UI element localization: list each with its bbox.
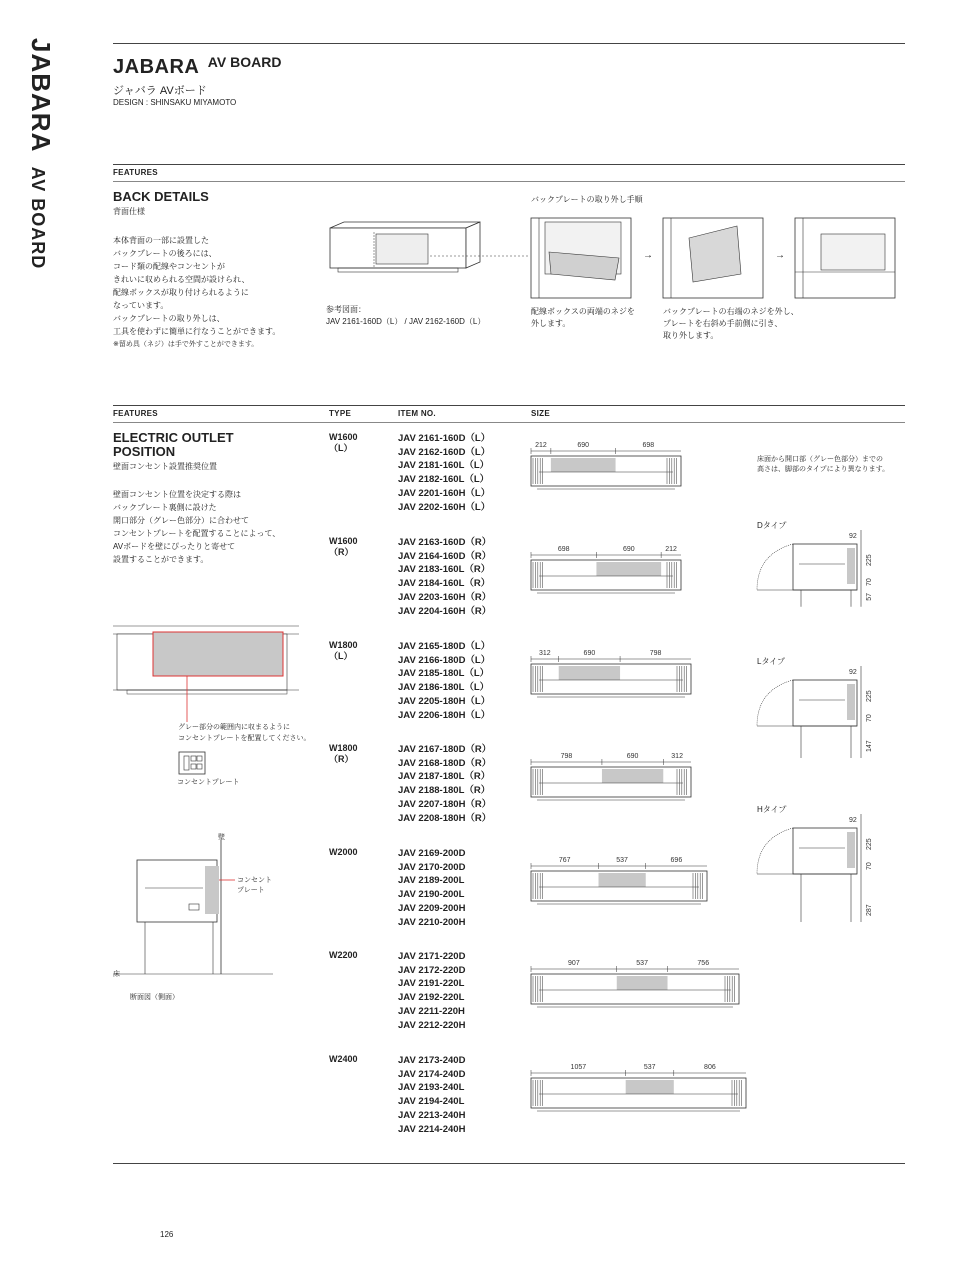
item-numbers [398,432,490,514]
vertical-title-sub: AV BOARD [28,166,48,270]
item-number: JAV 2209-200H [398,902,466,914]
leg-type-diagram [757,530,887,640]
plate-label: コンセントプレート [177,779,240,786]
floor-label: 床 [113,971,120,978]
leg-type-diagram [757,814,887,924]
item-number: JAV 2202-160H（L） [398,501,491,513]
size-drawing [531,960,749,1010]
top-rule [113,43,905,44]
type-label: W2000 [329,847,358,857]
item-number: JAV 2182-160L（L） [398,474,490,486]
item-number: JAV 2174-240D [398,1068,466,1080]
dimension-label: 798 [649,650,662,657]
item-number: JAV 2205-180H（L） [398,695,491,707]
step1-text: 配線ボックスの両端のネジを 外します。 [531,307,635,328]
item-number: JAV 2214-240H [398,1123,466,1135]
reference-models: JAV 2161-160D（L） / JAV 2162-160D（L） [326,317,486,326]
item-numbers [398,743,491,825]
item-numbers [398,640,490,722]
back-details-title: BACK DETAILS [113,189,209,204]
procedure-title: バックプレートの取り外し手順 [531,195,643,204]
outlet-callout: コンセント プレート [237,877,272,894]
dimension-label: 798 [560,753,573,760]
outlet-title-jp: 壁面コンセント設置推奨位置 [113,462,217,471]
dimension-label: 690 [622,546,635,553]
reference-label: 参考図面： [326,305,366,314]
item-number: JAV 2204-160H（R） [398,605,492,617]
back-details-body: 本体背面の一部に設置した バックプレートの後ろには、 コード類の配線やコンセントが きれいに収められる空間が設けられ、 配線ボックスが取り付けられるように なっています。 バックプレートの取り外しは、 工具を使わずに簡単に行なうことができます。 ※留め具（ネジ）は手で外すことができます。 [113,236,281,348]
item-number: JAV 2192-220L [398,992,465,1004]
dimension-label: 690 [577,442,590,449]
leg-type-diagram [757,666,887,776]
dimension-label: 312 [671,753,683,760]
title-jp: ジャバラ AVボード [113,85,207,97]
type-label: W2200 [329,950,358,960]
outlet-body: 壁面コンセント位置を決定する際は バックプレート裏側に設けた 開口部分（グレー色部分）に合わせて コンセントプレートを配置することによって、 AVボードを壁にぴったりと寄せて 設置することができます。 [113,490,281,564]
item-number: JAV 2190-200L [398,889,465,901]
item-number: JAV 2162-160D（L） [398,446,491,458]
wall-label: 壁 [218,834,225,841]
item-number: JAV 2170-200D [398,861,466,873]
dimension-label: 312 [539,650,551,657]
leg-dimension: 147 [866,740,873,752]
item-number: JAV 2185-180L（L） [398,668,490,680]
section-caption: 断面図（側面） [130,994,179,1001]
item-number: JAV 2207-180H（R） [398,798,492,810]
item-number: JAV 2169-200D [398,848,466,859]
dimension-label: 696 [670,857,683,864]
item-number: JAV 2193-240L [398,1082,465,1094]
item-number: JAV 2167-180D（R） [398,744,492,755]
item-number: JAV 2161-160D（L） [398,433,491,444]
item-number: JAV 2212-220H [398,1019,466,1031]
leg-dimension: 70 [866,862,873,870]
back-view-diagram [113,626,299,706]
page-number: 126 [160,1230,174,1239]
item-number: JAV 2203-160H（R） [398,591,492,603]
dimension-label: 756 [697,960,710,967]
leg-type-label: Dタイプ [757,521,787,530]
leg-dimension: 225 [866,554,873,566]
size-drawing [531,546,691,596]
type-label: W1800 （L） [329,640,358,661]
leg-dimension: 287 [866,904,873,916]
size-drawing [531,753,701,803]
item-number: JAV 2165-180D（L） [398,641,491,652]
arrow-icon: → [643,250,653,261]
dimension-label: 537 [636,960,648,967]
leg-dimension: 92 [849,817,857,824]
features-rule-2 [113,405,905,406]
bottom-rule [113,1163,905,1164]
leg-dimension: 225 [866,690,873,702]
type-label: W2400 [329,1054,358,1064]
dimension-label: 212 [535,442,547,449]
item-number: JAV 2191-220L [398,978,465,990]
height-note: 床面から開口部（グレー色部分）までの 高さは、脚部のタイプにより異なります。 [757,456,890,473]
page-title-sub: AV BOARD [207,54,282,70]
item-number: JAV 2206-180H（L） [398,709,491,721]
arrow-icon: → [775,250,785,261]
item-number: JAV 2208-180H（R） [398,812,492,824]
outlet-title: ELECTRIC OUTLET POSITION [113,430,234,459]
features-rule-2b [113,422,905,423]
vertical-title-main: JABARA [26,38,56,153]
leg-dimension: 92 [849,669,857,676]
size-drawing [531,1064,756,1114]
dimension-label: 537 [616,857,628,864]
item-number: JAV 2187-180L（R） [398,771,491,783]
item-number: JAV 2183-160L（R） [398,564,491,576]
dimension-label: 690 [626,753,639,760]
designer: DESIGN : SHINSAKU MIYAMOTO [113,98,237,107]
col-features: FEATURES [113,409,158,418]
features-rule-1 [113,164,905,165]
type-label: W1600 （R） [329,536,358,557]
type-label: W1800 （R） [329,743,358,764]
outlet-plate-icon [178,751,206,775]
leg-type-label: Lタイプ [757,657,786,666]
item-number: JAV 2186-180L（L） [398,682,490,694]
item-number: JAV 2181-160L（L） [398,460,490,472]
item-number: JAV 2211-220H [398,1005,465,1017]
procedure-illustrations [531,216,905,300]
dimension-label: 907 [568,960,580,967]
back-board-illustration [326,220,526,300]
dimension-label: 806 [704,1064,716,1071]
size-drawing [531,650,701,700]
type-label: W1600 （L） [329,432,358,453]
item-number: JAV 2164-160D（R） [398,550,492,562]
item-number: JAV 2168-180D（R） [398,757,492,769]
dimension-label: 698 [642,442,655,449]
item-number: JAV 2194-240L [398,1096,465,1108]
item-number: JAV 2189-200L [398,875,465,887]
col-size: SIZE [531,409,550,418]
item-number: JAV 2166-180D（L） [398,654,491,666]
size-drawing [531,442,691,492]
dimension-label: 537 [643,1064,656,1071]
back-details-title-jp: 背面仕様 [113,207,145,216]
leg-dimension: 92 [849,533,857,540]
dimension-label: 212 [665,546,677,553]
size-drawing [531,857,717,907]
leg-dimension: 70 [866,714,873,722]
dimension-label: 690 [583,650,596,657]
item-number: JAV 2173-240D [398,1055,466,1066]
item-number: JAV 2213-240H [398,1109,466,1121]
item-numbers [398,536,491,618]
leg-dimension: 70 [866,578,873,586]
item-numbers [398,950,465,1032]
header [113,56,281,79]
step2-text: バックプレートの右端のネジを外し、 プレートを右斜め手前側に引き、 取り外します。 [663,307,799,340]
item-number: JAV 2188-180L（R） [398,785,491,797]
dimension-label: 698 [557,546,570,553]
dimension-label: 767 [558,857,571,864]
leg-type-label: Hタイプ [757,805,787,814]
item-number: JAV 2201-160H（L） [398,487,491,499]
leg-dimension: 57 [866,593,873,601]
item-number: JAV 2210-200H [398,916,466,928]
col-type: TYPE [329,409,352,418]
features-rule-1b [113,181,905,182]
vertical-title [22,38,56,288]
col-item: ITEM NO. [398,409,436,418]
item-number: JAV 2171-220D [398,951,466,962]
features-label-1: FEATURES [113,168,158,177]
leg-dimension: 225 [866,838,873,850]
gray-note: グレー部分の範囲内に収まるように コンセントプレートを配置してください。 [178,724,311,742]
item-number: JAV 2184-160L（R） [398,578,491,590]
item-numbers [398,1054,465,1136]
side-section-diagram [113,840,273,980]
item-numbers [398,847,465,929]
item-number: JAV 2163-160D（R） [398,537,492,548]
page-title: JABARA [113,56,200,78]
item-number: JAV 2172-220D [398,964,466,976]
dimension-label: 1057 [570,1064,587,1071]
